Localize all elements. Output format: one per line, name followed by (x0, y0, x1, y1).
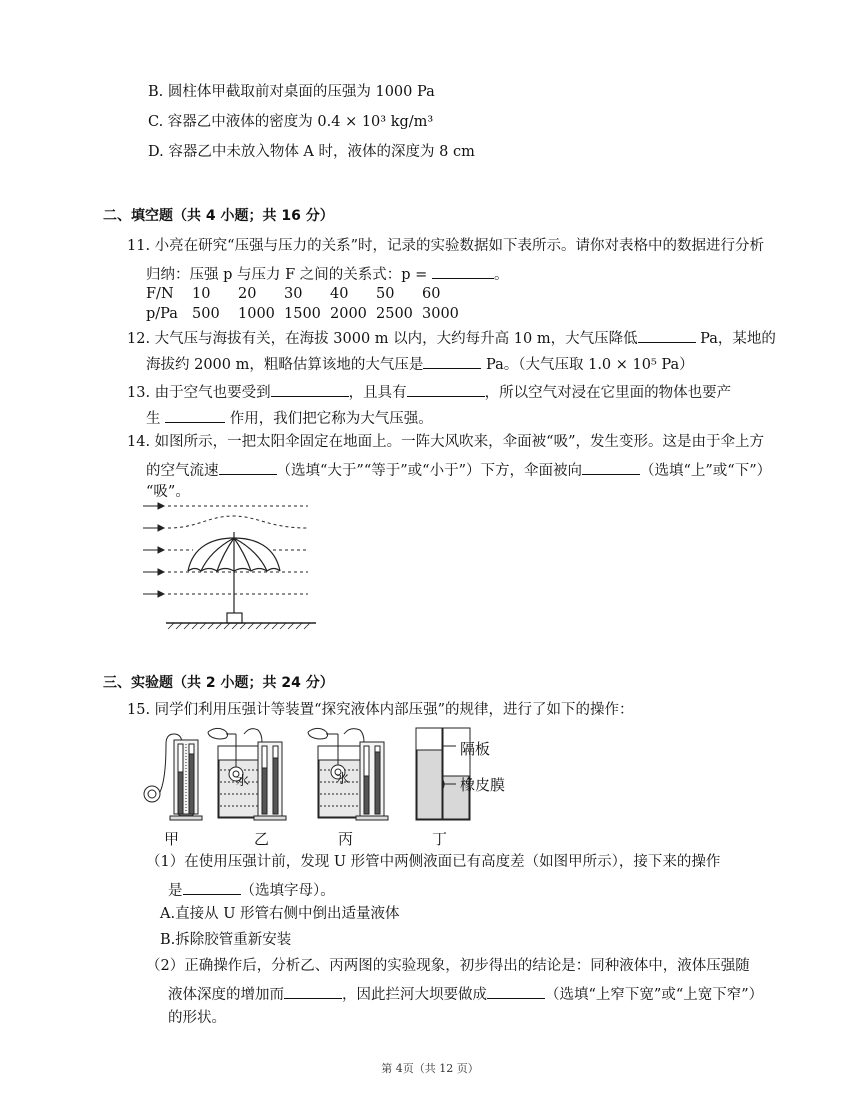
q14-line2: 的空气流速 （选填“大于”“等于”或“小于”）下方，伞面被向 （选填“上”或“下”） (146, 458, 771, 481)
q13-blank-3[interactable] (165, 406, 225, 423)
umbrella-icon (188, 532, 280, 623)
table-row: F/N 10 20 30 40 50 60 (146, 286, 441, 302)
fig-label-bing: 丙 (338, 830, 354, 848)
page-footer: 第 4页（共 12 页） (381, 1062, 479, 1075)
q11-blank[interactable] (432, 262, 494, 279)
q13-blank-2[interactable] (407, 380, 485, 397)
section3-heading: 三、实验题（共 2 小题；共 24 分） (103, 675, 334, 691)
membrane-label: 橡皮膜 (460, 776, 506, 794)
q15-blank-3[interactable] (487, 982, 545, 999)
q15-option-a: A.直接从 U 形管右侧中倒出适量液体 (160, 906, 400, 922)
fig-label-ding: 丁 (432, 830, 448, 848)
option-c: C. 容器乙中液体的密度为 0.4 × 10³ kg/m³ (148, 114, 434, 130)
fig-label-yi: 乙 (254, 830, 270, 848)
q15-part1-line2: 是 （选填字母）。 (168, 878, 335, 901)
q14-line1: 14. 如图所示，一把太阳伞固定在地面上。一阵大风吹来，伞面被“吸”，发生变形。这是由于伞上方 (127, 434, 764, 450)
q12-blank-1[interactable] (638, 326, 696, 343)
q13-blank-1[interactable] (271, 380, 349, 397)
partition-label: 隔板 (460, 740, 491, 758)
q14-line3: “吸”。 (146, 484, 190, 500)
q11-line2: 归纳：压强 p 与压力 F 之间的关系式：p = 。 (146, 262, 508, 285)
table-row: p/Pa 500 1000 1500 2000 2500 3000 (146, 306, 459, 322)
wind-arrow-icon (143, 503, 164, 597)
q15-part2-line1: （2）正确操作后，分析乙、丙两图的实验现象，初步得出的结论是：同种液体中，液体压强随 (146, 958, 750, 974)
q15-blank-1[interactable] (183, 878, 241, 895)
q15-part2-line2: 液体深度的增加而 ，因此拦河大坝要做成 （选填“上窄下宽”或“上宽下窄”） (168, 982, 763, 1005)
q15-part1-line1: （1）在使用压强计前，发现 U 形管中两侧液面已有高度差（如图甲所示），接下来的操作 (146, 854, 721, 870)
section2-heading: 二、填空题（共 4 小题；共 16 分） (103, 208, 334, 224)
option-b: B. 圆柱体甲截取前对桌面的压强为 1000 Pa (148, 84, 435, 100)
q15-part2-line3: 的形状。 (168, 1010, 226, 1026)
q12-line1: 12. 大气压与海拔有关，在海拔 3000 m 以内，大约每升高 10 m，大气压降低 Pa，某地的 (127, 326, 776, 349)
q14-blank-2[interactable] (582, 458, 640, 475)
q15-blank-2[interactable] (284, 982, 342, 999)
q13-line1: 13. 由于空气也要受到 ，且具有 ，所以空气对浸在它里面的物体也要产 (127, 380, 731, 403)
fig-label-jia: 甲 (164, 830, 180, 848)
q13-line2: 生 作用，我们把它称为大气压强。 (146, 406, 433, 429)
q14-blank-1[interactable] (219, 458, 277, 475)
q11-line1: 11. 小亮在研究“压强与压力的关系”时，记录的实验数据如下表所示。请你对表格中的数据进行分析 (127, 238, 764, 254)
q15-intro: 15. 同学们利用压强计等装置“探究液体内部压强”的规律，进行了如下的操作： (127, 702, 634, 718)
force-pressure-table (146, 284, 468, 324)
q12-blank-2[interactable] (423, 352, 481, 369)
q12-line2: 海拔约 2000 m，粗略估算该地的大气压是 Pa。（大气压取 1.0 × 10⁵ Pa） (146, 352, 694, 375)
gauge-figure-jia (144, 734, 202, 820)
q15-option-b: B.拆除胶管重新安装 (160, 932, 292, 948)
water-label-bing: 水 (336, 772, 350, 787)
option-d: D. 容器乙中未放入物体 A 时，液体的深度为 8 cm (148, 144, 475, 160)
water-label-yi: 水 (236, 774, 250, 789)
umbrella-figure (138, 496, 318, 636)
